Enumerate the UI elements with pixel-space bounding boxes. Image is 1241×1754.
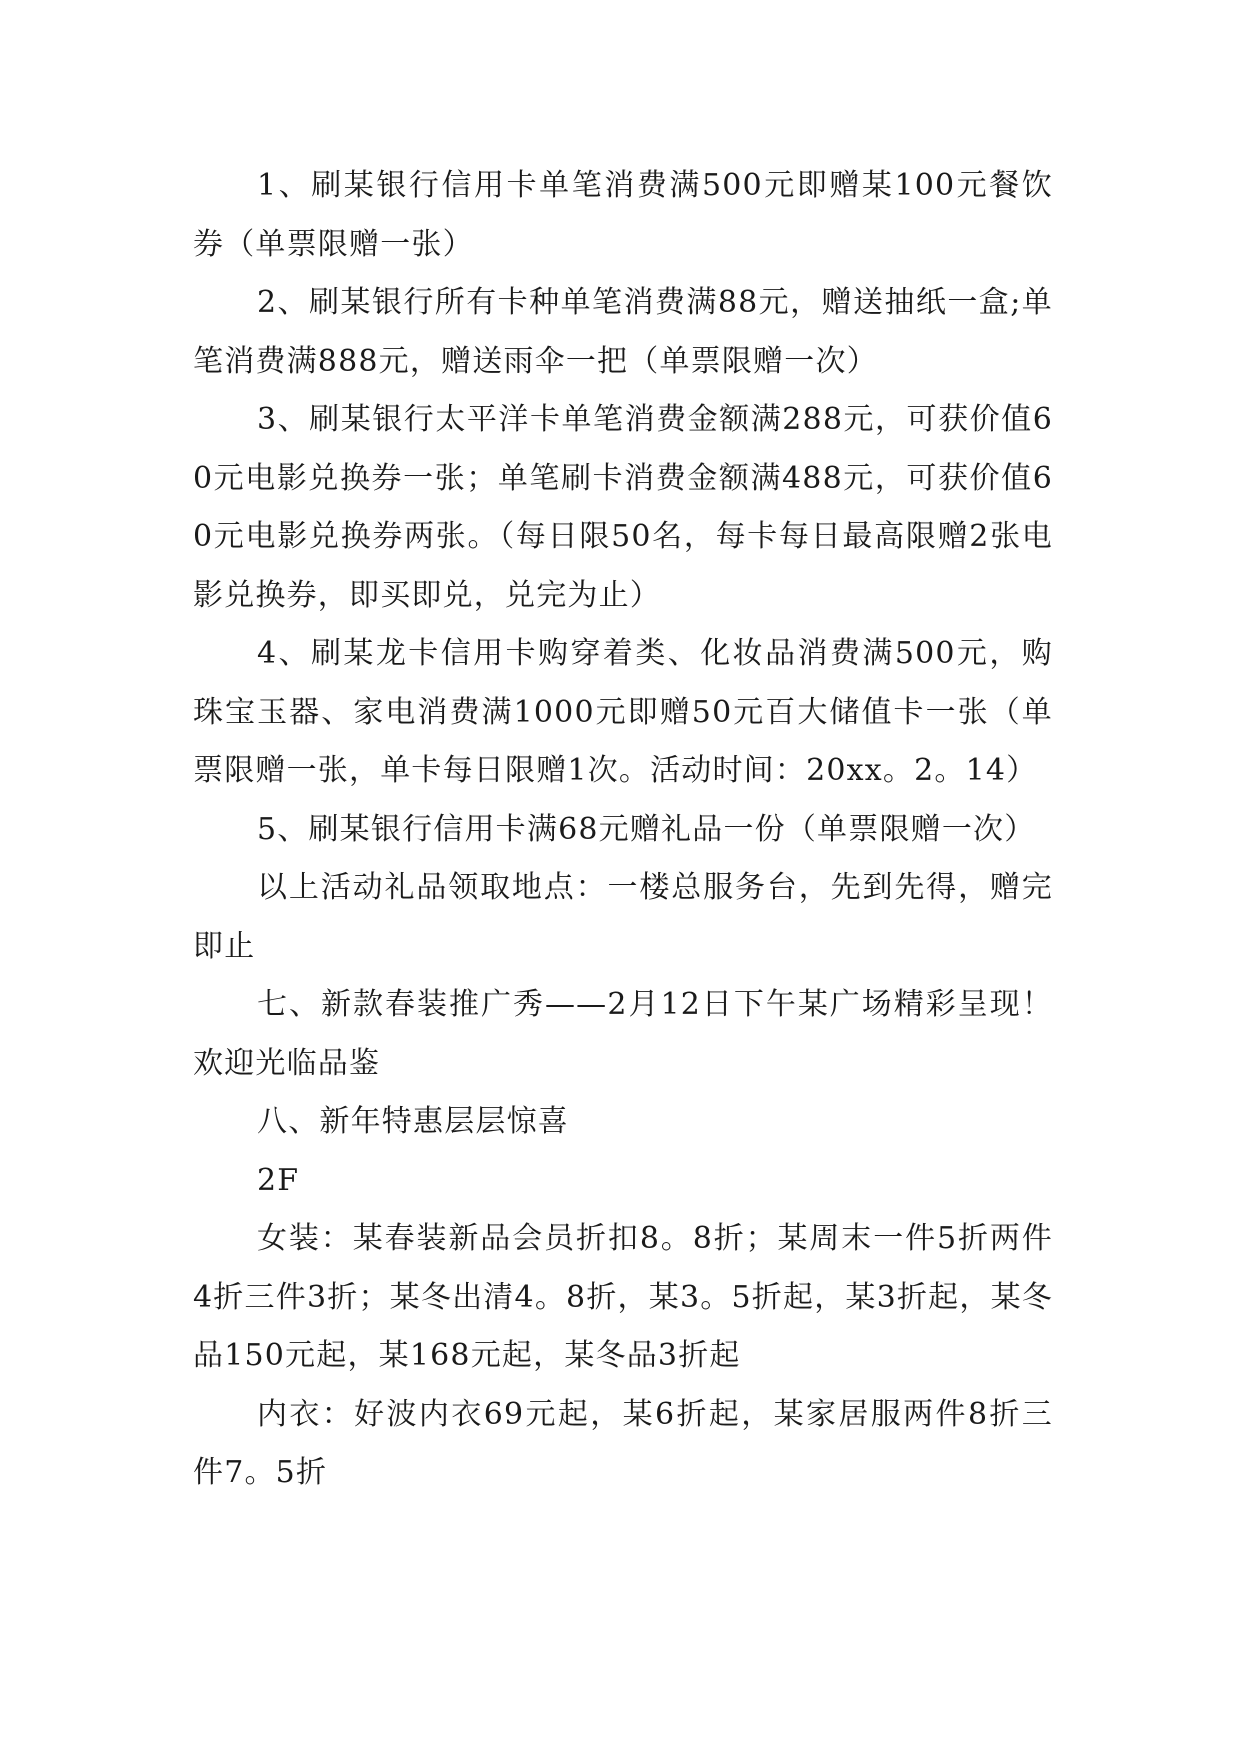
paragraph-4: 4、刷某龙卡信用卡购穿着类、化妆品消费满500元，购珠宝玉器、家电消费满1000元即赠50元百大储值卡一张（单票限赠一张，单卡每日限赠1次。活动时间：20xx。2。14） [193, 636, 1053, 788]
document-body [193, 157, 1053, 1503]
paragraph-6: 以上活动礼品领取地点：一楼总服务台，先到先得，赠完即止 [193, 870, 1053, 964]
paragraph-7: 七、新款春装推广秀——2月12日下午某广场精彩呈现！欢迎光临品鉴 [193, 987, 1053, 1081]
floor-label: 2F [257, 1162, 300, 1198]
paragraph-1: 1、刷某银行信用卡单笔消费满500元即赠某100元餐饮券（单票限赠一张） [193, 168, 1053, 262]
paragraph-5: 5、刷某银行信用卡满68元赠礼品一份（单票限赠一次） [257, 811, 1036, 847]
paragraph-womenswear: 女装：某春装新品会员折扣8。8折；某周末一件5折两件4折三件3折；某冬出清4。8折，某3。5折起，某3折起，某冬品150元起，某168元起，某冬品3折起 [193, 1221, 1053, 1373]
section-heading: 八、新年特惠层层惊喜 [257, 1104, 569, 1139]
paragraph-underwear: 内衣：好波内衣69元起，某6折起，某家居服两件8折三件7。5折 [193, 1396, 1053, 1490]
paragraph-3: 3、刷某银行太平洋卡单笔消费金额满288元，可获价值60元电影兑换券一张；单笔刷卡消费金额满488元，可获价值60元电影兑换券两张。（每日限50名，每卡每日最高限赠2张电影兑换券，即买即兑，兑完为止） [193, 402, 1053, 613]
paragraph-2: 2、刷某银行所有卡种单笔消费满88元，赠送抽纸一盒;单笔消费满888元，赠送雨伞一把（单票限赠一次） [193, 285, 1053, 379]
